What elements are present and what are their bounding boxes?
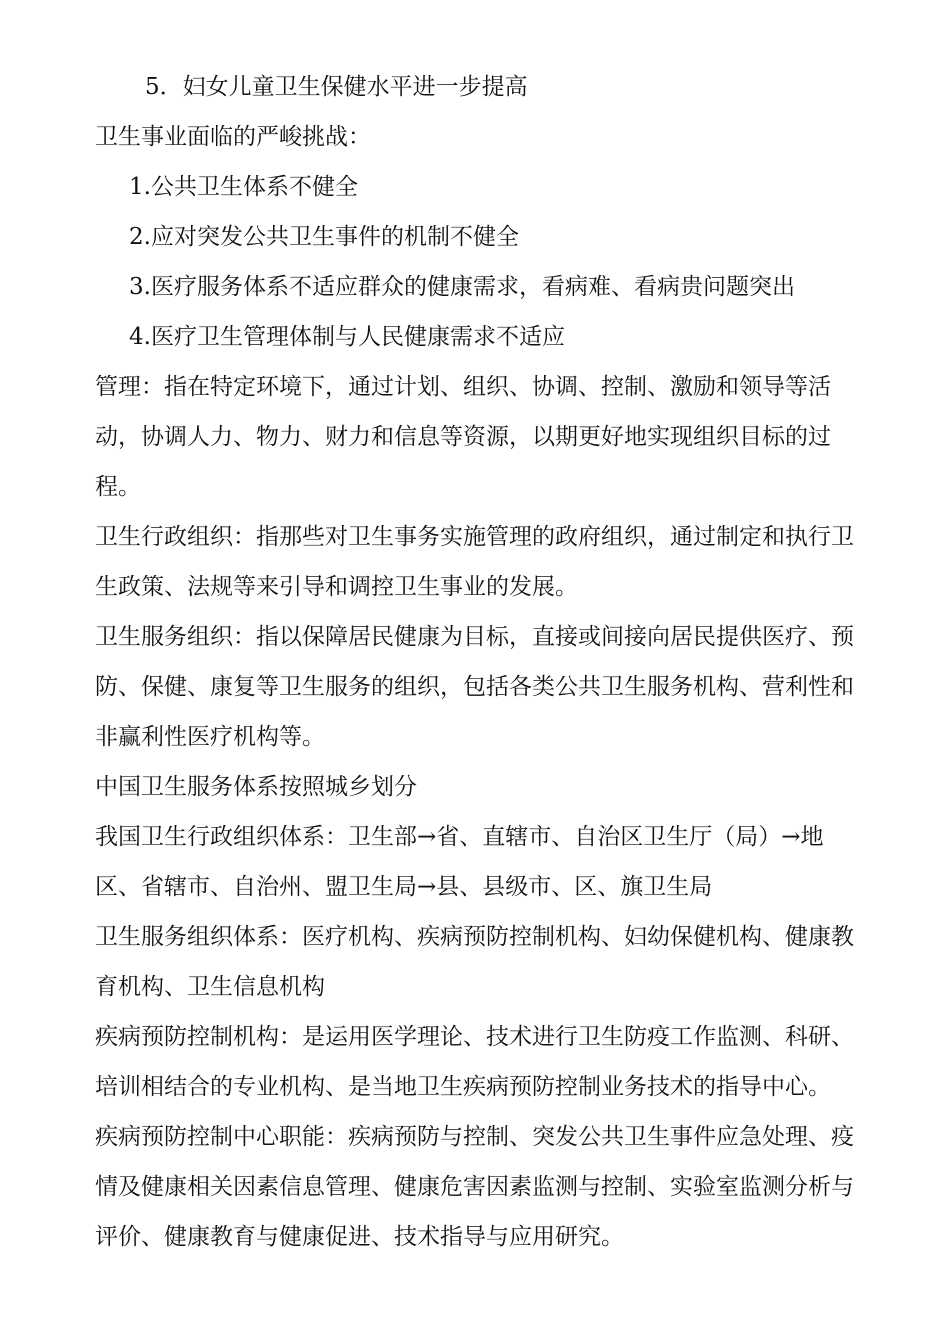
paragraph-admin-system-hierarchy: 我国卫生行政组织体系：卫生部→省、直辖市、自治区卫生厅（局）→地区、省辖市、自治州、盟卫生局→县、县级市、区、旗卫生局 (95, 824, 824, 900)
list-item-emergency-mechanism: 2.应对突发公共卫生事件的机制不健全 (129, 224, 519, 250)
paragraph-challenges-heading: 卫生事业面临的严峻挑战： (95, 124, 371, 150)
list-item-public-health-system: 1.公共卫生体系不健全 (129, 174, 358, 200)
paragraph-health-admin-org: 卫生行政组织：指那些对卫生事务实施管理的政府组织，通过制定和执行卫生政策、法规等来引导和调控卫生事业的发展。 (95, 524, 854, 600)
list-item-management-system: 4.医疗卫生管理体制与人民健康需求不适应 (129, 324, 565, 350)
paragraph-service-system-division: 中国卫生服务体系按照城乡划分 (95, 774, 417, 800)
paragraph-women-children-health: 5．妇女儿童卫生保健水平进一步提高 (145, 74, 528, 100)
paragraph-health-service-org: 卫生服务组织：指以保障居民健康为目标，直接或间接向居民提供医疗、预防、保健、康复等卫生服务的组织，包括各类公共卫生服务机构、营利性和非赢利性医疗机构等。 (95, 624, 854, 750)
paragraph-management-definition: 管理：指在特定环境下，通过计划、组织、协调、控制、激励和领导等活动，协调人力、物力、财力和信息等资源，以期更好地实现组织目标的过程。 (95, 374, 831, 500)
list-item-medical-service-system: 3.医疗服务体系不适应群众的健康需求，看病难、看病贵问题突出 (129, 274, 795, 300)
paragraph-service-org-system: 卫生服务组织体系：医疗机构、疾病预防控制机构、妇幼保健机构、健康教育机构、卫生信息机构 (95, 924, 854, 1000)
paragraph-disease-control-functions: 疾病预防控制中心职能：疾病预防与控制、突发公共卫生事件应急处理、疫情及健康相关因素信息管理、健康危害因素监测与控制、实验室监测分析与评价、健康教育与健康促进、技术指导与应用研究。 (95, 1124, 854, 1250)
paragraph-disease-control-agency: 疾病预防控制机构：是运用医学理论、技术进行卫生防疫工作监测、科研、培训相结合的专业机构、是当地卫生疾病预防控制业务技术的指导中心。 (95, 1024, 854, 1100)
